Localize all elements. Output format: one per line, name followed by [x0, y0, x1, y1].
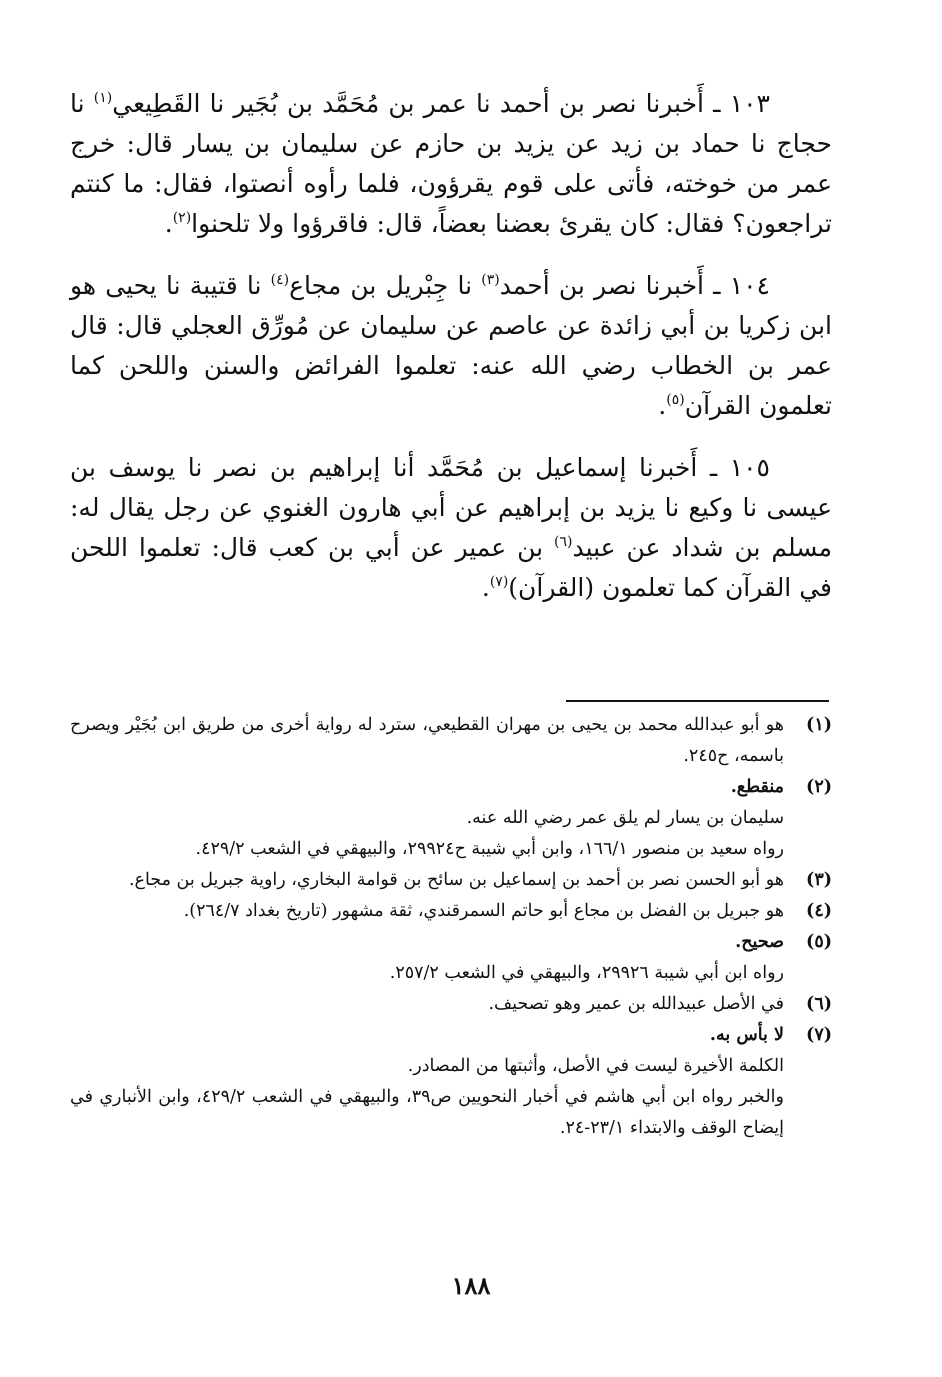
footnote-ref-5[interactable]: (٥) [666, 392, 685, 408]
footnote-grade: صحيح. [735, 932, 784, 952]
hadith-105 [70, 448, 832, 608]
main-text [70, 84, 832, 630]
footnote-text: هو أبو عبدالله محمد بن يحيى بن مهران القطيعي، سترد له رواية أخرى من طريق ابن بُجَيْر ويصرح باسمه، ح٢٤٥. [70, 715, 784, 766]
footnote-7 [70, 1020, 832, 1144]
hadith-103-text-1: ١٠٣ ـ أَخبرنا نصر بن أحمد نا عمر بن مُحَمَّد بن بُجَير نا القَطِيعي [112, 89, 770, 118]
footnote-number: (٧) [806, 1025, 832, 1045]
hadith-104-text-1: ١٠٤ ـ أَخبرنا نصر بن أحمد [499, 271, 770, 300]
footnote-text: رواه ابن أبي شيبة ٢٩٩٢٦، والبيهقي في الشعب ٢٥٧/٢. [389, 963, 784, 983]
footnote-ref-1[interactable]: (١) [93, 90, 113, 106]
footnote-ref-7[interactable]: (٧) [489, 574, 509, 590]
hadith-103 [70, 84, 832, 244]
footnote-text: في الأصل عبيدالله بن عمير وهو تصحيف. [488, 994, 784, 1014]
footnote-1 [70, 710, 832, 772]
footnote-6 [70, 989, 832, 1020]
hadith-104-text-2: نا جِبْريل بن مجاع [289, 271, 482, 300]
footnote-grade: منقطع. [730, 777, 784, 797]
hadith-105-text-1: ١٠٥ ـ أَخبرنا إسماعيل بن مُحَمَّد أنا إبراهيم بن نصر نا يوسف بن عيسى نا وكيع نا يزيد بن إبراهيم عن أبي هارون الغنوي عن رجل يقال له: مسلم بن شداد عن عبيد [70, 453, 832, 562]
hadith-105-text-3: . [481, 573, 490, 602]
footnote-number: (٤) [806, 901, 832, 921]
hadith-103-text-2: نا حجاج نا حماد بن زيد عن يزيد بن حازم عن سليمان بن يسار قال: خرج عمر من خوخته، فأتى على قوم يقرؤون، فلما رأوه أنصتوا، فقال: ما كنتم تراجعون؟ فقال: كان يقرئ بعضنا بعضاً، قال: فاقرؤوا ولا تلحنوا [70, 89, 832, 238]
footnote-ref-4[interactable]: (٤) [270, 272, 290, 288]
footnote-2 [70, 772, 832, 865]
footnote-number: (٣) [806, 870, 832, 890]
footnote-4 [70, 896, 832, 927]
hadith-104-text-4: . [658, 391, 667, 420]
footnote-number: (١) [806, 715, 832, 735]
footnote-text: هو أبو الحسن نصر بن أحمد بن إسماعيل بن سائح بن قوامة البخاري، راوية جبريل بن مجاع. [128, 870, 784, 890]
hadith-103-text-3: . [164, 209, 173, 238]
footnote-ref-6[interactable]: (٦) [554, 534, 573, 550]
footnote-number: (٥) [806, 932, 832, 952]
footnote-text: الكلمة الأخيرة ليست في الأصل، وأثبتها من المصادر. [407, 1056, 784, 1076]
footnote-text: سليمان بن يسار لم يلق عمر رضي الله عنه. [466, 808, 784, 828]
footnote-3 [70, 865, 832, 896]
footnote-ref-3[interactable]: (٣) [481, 272, 500, 288]
footnote-text: رواه سعيد بن منصور ١٦٦/١، وابن أبي شيبة ح٢٩٩٢٤، والبيهقي في الشعب ٤٢٩/٢. [195, 839, 784, 859]
hadith-105-text-2: بن عمير عن أبي بن كعب قال: تعلموا اللحن في القرآن كما تعلمون (القرآن) [70, 533, 832, 602]
footnote-number: (٦) [806, 994, 832, 1014]
footnote-number: (٢) [806, 777, 832, 797]
footnote-text: هو جبريل بن الفضل بن مجاع أبو حاتم السمرقندي، ثقة مشهور (تاريخ بغداد ٢٦٤/٧). [183, 901, 784, 921]
footnote-grade: لا بأس به. [709, 1025, 784, 1045]
page-number: ١٨٨ [451, 1271, 491, 1300]
footnote-5 [70, 927, 832, 989]
footnote-text: والخبر رواه ابن أبي هاشم في أخبار النحويين ص٣٩، والبيهقي في الشعب ٤٢٩/٢، وابن الأنباري في إيضاح الوقف والابتداء ٢٣/١-٢٤. [70, 1087, 784, 1138]
footnotes [70, 710, 832, 1144]
hadith-104-text-3: نا قتيبة نا يحيى هو ابن زكريا بن أبي زائدة عن عاصم عن سليمان عن مُورِّق العجلي قال: قال عمر بن الخطاب رضي الله عنه: تعلموا الفرائض والسنن واللحن كما تعلمون القرآن [70, 271, 832, 420]
footnote-divider [566, 700, 829, 702]
hadith-104 [70, 266, 832, 426]
footnote-ref-2[interactable]: (٢) [172, 210, 192, 226]
